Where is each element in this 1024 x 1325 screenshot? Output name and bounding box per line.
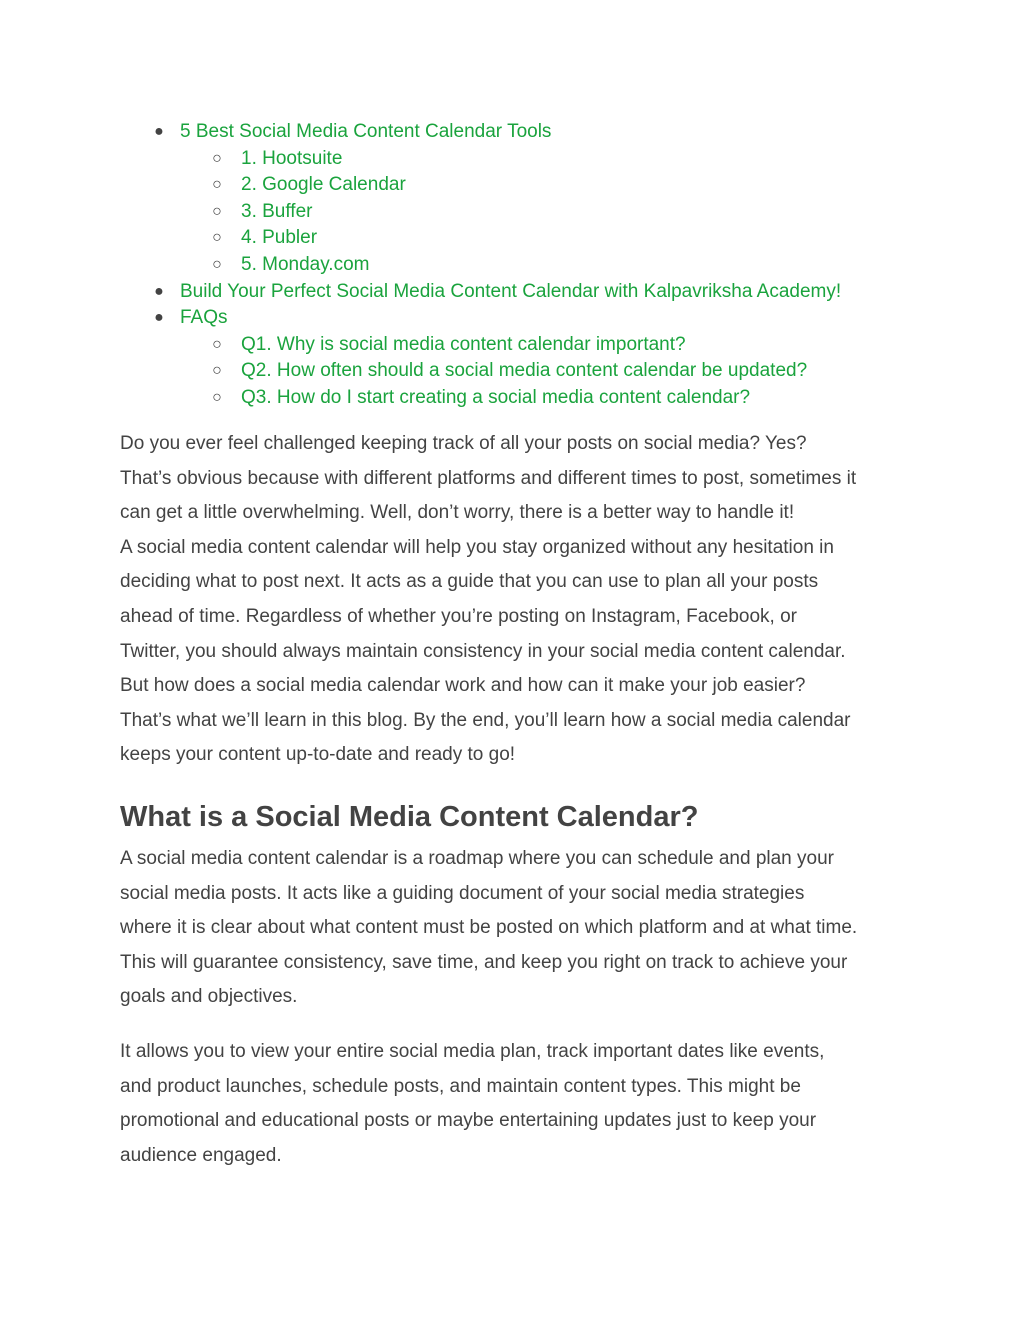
toc-item-buffer	[0, 199, 1024, 226]
text-line: Twitter, you should always maintain consistency in your social media content calendar.	[120, 640, 846, 662]
text-line: Do you ever feel challenged keeping track of all your posts on social media? Yes?	[120, 433, 807, 454]
text-line: promotional and educational posts or maybe entertaining updates just to keep your	[120, 1110, 817, 1132]
toc-item-monday	[0, 252, 1024, 279]
toc-link-publer[interactable]: 4. Publer	[241, 227, 318, 249]
table-of-contents	[0, 119, 1024, 412]
text-line: audience engaged.	[120, 1144, 282, 1166]
filled-bullet-icon: ●	[154, 309, 164, 327]
definition-paragraph	[120, 842, 920, 1015]
hollow-bullet-icon: ○	[212, 229, 222, 247]
definition-section	[120, 842, 920, 1015]
text-line: A social media content calendar is a roadmap where you can schedule and plan your	[120, 848, 834, 869]
toc-item-hootsuite	[0, 146, 1024, 173]
hollow-bullet-icon: ○	[212, 176, 222, 194]
toc-link-best-tools[interactable]: 5 Best Social Media Content Calendar Tools	[180, 121, 552, 142]
filled-bullet-icon: ●	[154, 282, 164, 300]
text-line: keeps your content up-to-date and ready to go!	[120, 744, 516, 766]
text-line: It allows you to view your entire social media plan, track important dates like events,	[120, 1041, 825, 1062]
text-line: deciding what to post next. It acts as a guide that you can use to plan all your posts	[120, 571, 819, 593]
hollow-bullet-icon: ○	[212, 255, 222, 273]
filled-bullet-icon: ●	[154, 123, 164, 140]
text-line: social media posts. It acts like a guiding document of your social media strategies	[120, 882, 805, 904]
toc-link-monday[interactable]: 5. Monday.com	[241, 253, 370, 275]
overview-section	[120, 1035, 920, 1173]
text-line: That’s what we’ll learn in this blog. By the end, you’ll learn how a social media calendar	[120, 709, 851, 731]
text-line: But how does a social media calendar work and how can it make your job easier?	[120, 675, 806, 697]
text-line: where it is clear about what content must be posted on which platform and at what time.	[120, 917, 858, 939]
text-line: This will guarantee consistency, save time, and keep you right on track to achieve your	[120, 951, 848, 973]
text-line: goals and objectives.	[120, 986, 298, 1008]
hollow-bullet-icon: ○	[212, 202, 222, 220]
toc-link-faq-q2[interactable]: Q2. How often should a social media content calendar be updated?	[241, 360, 808, 382]
toc-link-faqs[interactable]: FAQs	[180, 307, 228, 329]
toc-link-hootsuite[interactable]: 1. Hootsuite	[241, 147, 343, 169]
toc-link-build-calendar[interactable]: Build Your Perfect Social Media Content Calendar with Kalpavriksha Academy!	[180, 280, 842, 302]
text-line: and product launches, schedule posts, and maintain content types. This might be	[120, 1075, 801, 1097]
section-heading: What is a Social Media Content Calendar?	[120, 801, 699, 833]
toc-item-best-tools	[0, 119, 1024, 146]
toc-item-faqs	[0, 305, 1024, 332]
toc-item-faq-q3	[0, 385, 1024, 412]
hollow-bullet-icon: ○	[212, 335, 222, 353]
hollow-bullet-icon: ○	[212, 388, 222, 406]
toc-link-google-calendar[interactable]: 2. Google Calendar	[241, 174, 406, 196]
toc-item-faq-q1	[0, 332, 1024, 359]
toc-link-buffer[interactable]: 3. Buffer	[241, 200, 313, 222]
toc-item-google-calendar	[0, 172, 1024, 199]
overview-paragraph	[120, 1035, 920, 1173]
text-line: can get a little overwhelming. Well, don’t worry, there is a better way to handle it!	[120, 502, 795, 524]
toc-item-build-calendar	[0, 279, 1024, 306]
toc-link-faq-q1[interactable]: Q1. Why is social media content calendar important?	[241, 333, 686, 355]
hollow-bullet-icon: ○	[212, 362, 222, 380]
toc-link-faq-q3[interactable]: Q3. How do I start creating a social media content calendar?	[241, 386, 751, 408]
intro-paragraph	[120, 427, 920, 773]
text-line: That’s obvious because with different platforms and different times to post, sometimes it	[120, 467, 857, 489]
toc-item-publer	[0, 225, 1024, 252]
hollow-bullet-icon: ○	[212, 149, 222, 167]
intro-section	[120, 427, 920, 773]
text-line: ahead of time. Regardless of whether you’re posting on Instagram, Facebook, or	[120, 605, 797, 627]
toc-item-faq-q2	[0, 358, 1024, 385]
text-line: A social media content calendar will help you stay organized without any hesitation in	[120, 536, 834, 558]
